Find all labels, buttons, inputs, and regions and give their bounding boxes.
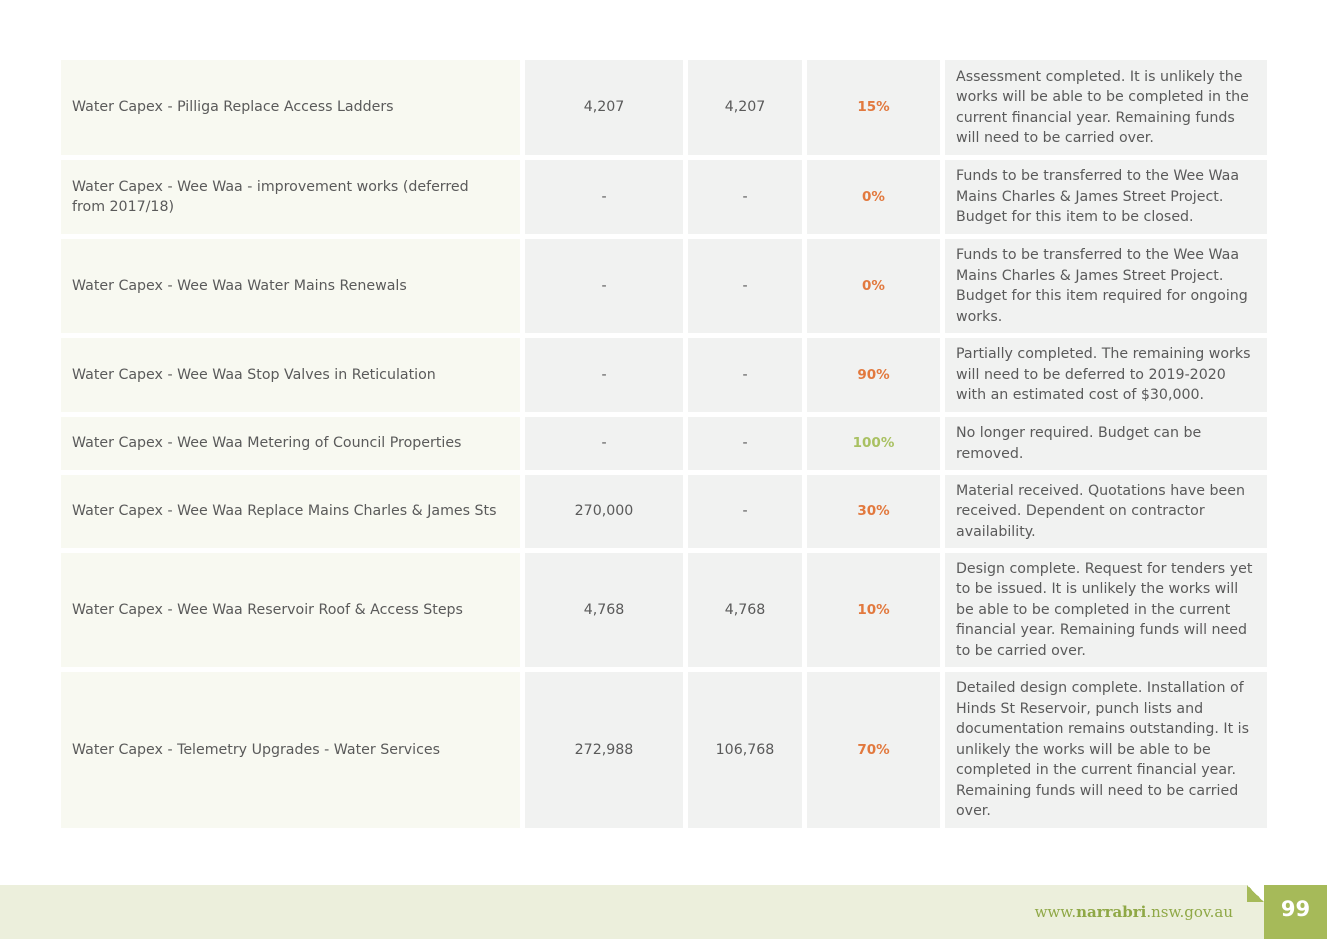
percent-complete-cell: 70% bbox=[807, 672, 940, 828]
budget-cell: 272,988 bbox=[525, 672, 683, 828]
comment-cell: Funds to be transferred to the Wee Waa Mains Charles & James Street Project. Budget for this item required for ongoing works. bbox=[945, 239, 1267, 333]
revised-cell: 4,207 bbox=[688, 60, 802, 155]
table-row bbox=[61, 60, 1267, 155]
percent-complete-cell: 15% bbox=[807, 60, 940, 155]
project-name-cell: Water Capex - Wee Waa Stop Valves in Reticulation bbox=[61, 338, 520, 412]
revised-cell: - bbox=[688, 417, 802, 470]
table-row bbox=[61, 475, 1267, 548]
project-name-cell: Water Capex - Wee Waa Metering of Council Properties bbox=[61, 417, 520, 470]
percent-complete-cell: 100% bbox=[807, 417, 940, 470]
revised-cell: 106,768 bbox=[688, 672, 802, 828]
budget-cell: - bbox=[525, 417, 683, 470]
comment-cell: Detailed design complete. Installation of Hinds St Reservoir, punch lists and documentation remains outstanding. It is unlikely the works will be able to be completed in the current financial year. Remaining funds will need to be carried over. bbox=[945, 672, 1267, 828]
project-name-cell: Water Capex - Wee Waa Reservoir Roof & Access Steps bbox=[61, 553, 520, 667]
comment-cell: Design complete. Request for tenders yet to be issued. It is unlikely the works will be able to be completed in the current financial year. Remaining funds will need to be carried over. bbox=[945, 553, 1267, 667]
comment-cell: Partially completed. The remaining works will need to be deferred to 2019-2020 with an estimated cost of $30,000. bbox=[945, 338, 1267, 412]
comment-cell: No longer required. Budget can be removed. bbox=[945, 417, 1267, 470]
project-name-cell: Water Capex - Telemetry Upgrades - Water Services bbox=[61, 672, 520, 828]
project-name-cell: Water Capex - Wee Waa - improvement works (deferred from 2017/18) bbox=[61, 160, 520, 234]
revised-cell: - bbox=[688, 239, 802, 333]
project-name-cell: Water Capex - Pilliga Replace Access Ladders bbox=[61, 60, 520, 155]
project-name-cell: Water Capex - Wee Waa Replace Mains Charles & James Sts bbox=[61, 475, 520, 548]
table-row bbox=[61, 417, 1267, 470]
percent-complete-cell: 0% bbox=[807, 160, 940, 234]
table-row bbox=[61, 338, 1267, 412]
budget-cell: - bbox=[525, 160, 683, 234]
capex-table bbox=[61, 60, 1267, 833]
percent-complete-cell: 30% bbox=[807, 475, 940, 548]
table-row bbox=[61, 160, 1267, 234]
page-number: 99 bbox=[1280, 897, 1311, 921]
budget-cell: 4,768 bbox=[525, 553, 683, 667]
budget-cell: - bbox=[525, 338, 683, 412]
table-row bbox=[61, 239, 1267, 333]
table-row bbox=[61, 553, 1267, 667]
revised-cell: - bbox=[688, 475, 802, 548]
comment-cell: Assessment completed. It is unlikely the works will be able to be completed in the current financial year. Remaining funds will need to be carried over. bbox=[945, 60, 1267, 155]
budget-cell: 270,000 bbox=[525, 475, 683, 548]
budget-cell: - bbox=[525, 239, 683, 333]
table-row bbox=[61, 672, 1267, 828]
comment-cell: Funds to be transferred to the Wee Waa Mains Charles & James Street Project. Budget for this item to be closed. bbox=[945, 160, 1267, 234]
percent-complete-cell: 90% bbox=[807, 338, 940, 412]
comment-cell: Material received. Quotations have been received. Dependent on contractor availability. bbox=[945, 475, 1267, 548]
revised-cell: - bbox=[688, 338, 802, 412]
project-name-cell: Water Capex - Wee Waa Water Mains Renewals bbox=[61, 239, 520, 333]
website-link[interactable]: www.narrabri.nsw.gov.au bbox=[1034, 903, 1233, 921]
percent-complete-cell: 0% bbox=[807, 239, 940, 333]
page-tab-corner bbox=[1247, 885, 1264, 902]
budget-cell: 4,207 bbox=[525, 60, 683, 155]
revised-cell: 4,768 bbox=[688, 553, 802, 667]
percent-complete-cell: 10% bbox=[807, 553, 940, 667]
revised-cell: - bbox=[688, 160, 802, 234]
